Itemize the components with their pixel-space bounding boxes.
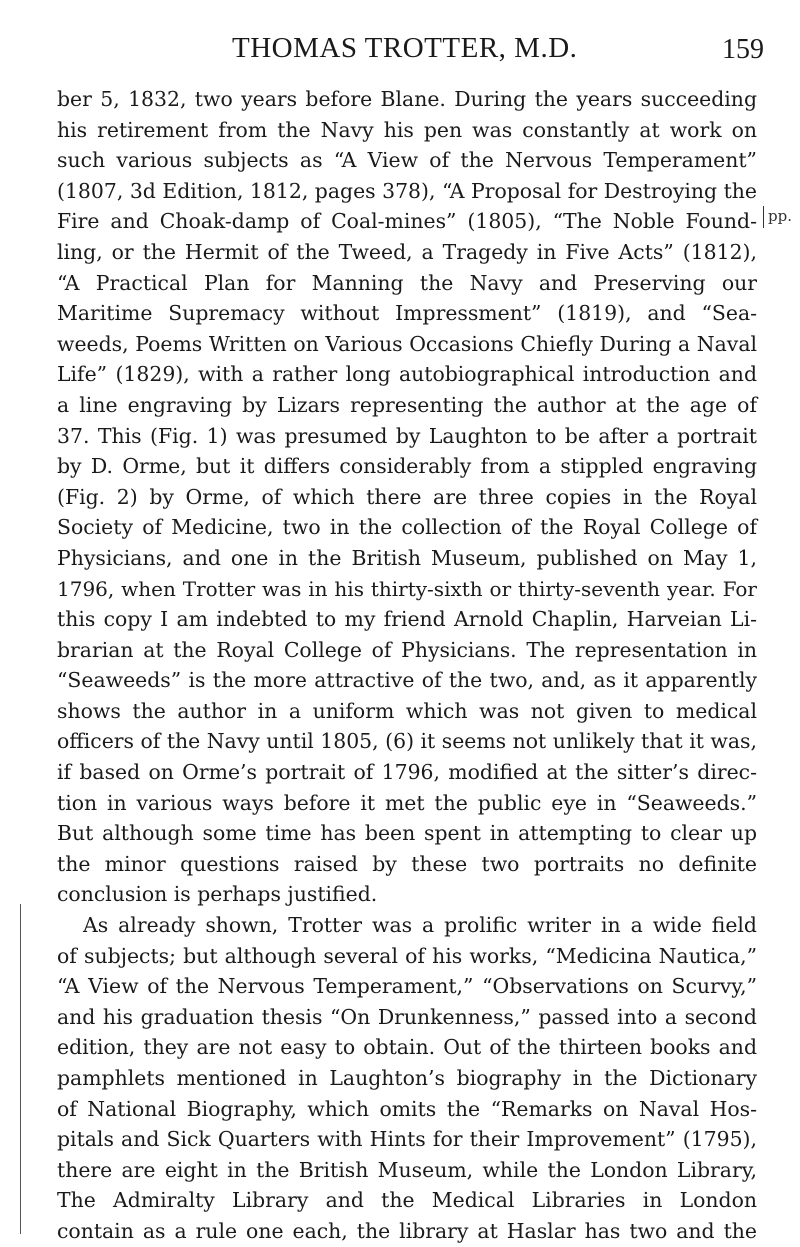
running-head <box>0 32 800 72</box>
text-line-24: tion in various ways before it met the public eye in “Seaweeds.” <box>57 790 757 815</box>
text-line-36: there are eight in the British Museum, while the London Library, <box>57 1157 757 1182</box>
text-line-22: officers of the Navy until 1805, (6) it seems not unlikely that it was, <box>57 729 757 754</box>
margin-bracket <box>760 206 764 228</box>
text-line-2: his retirement from the Navy his pen was constantly at work on <box>57 117 757 142</box>
text-line-26: the minor questions raised by these two portraits no definite <box>57 851 757 876</box>
text-line-10: Life” (1829), with a rather long autobiographical introduction and <box>57 362 757 387</box>
text-line-32: edition, they are not easy to obtain. Out of the thirteen books and <box>57 1035 757 1060</box>
text-line-14: (Fig. 2) by Orme, of which there are three copies in the Royal <box>57 484 757 509</box>
text-line-28: As already shown, Trotter was a prolific writer in a wide field <box>83 913 757 938</box>
text-line-18: this copy I am indebted to my friend Arnold Chaplin, Harveian Li- <box>57 607 757 632</box>
text-line-31: and his graduation thesis “On Drunkenness,” passed into a second <box>57 1004 757 1029</box>
text-line-23: if based on Orme’s portrait of 1796, modified at the sitter’s direc- <box>57 760 757 785</box>
text-line-35: pitals and Sick Quarters with Hints for their Improvement” (1795), <box>57 1127 757 1152</box>
text-line-9: weeds, Poems Written on Various Occasions Chiefly During a Naval <box>57 331 757 356</box>
margin-note: pp. <box>768 207 792 225</box>
text-line-33: pamphlets mentioned in Laughton’s biography in the Dictionary <box>57 1066 757 1090</box>
text-line-20: “Seaweeds” is the more attractive of the two, and, as it apparently <box>57 668 757 693</box>
text-line-27: conclusion is perhaps justified. <box>57 882 378 907</box>
text-line-16: Physicians, and one in the British Museum, published on May 1, <box>57 545 757 570</box>
margin-rule <box>20 904 21 1234</box>
text-line-37: The Admiralty Library and the Medical Libraries in London <box>57 1188 757 1213</box>
page-number: 159 <box>722 34 764 65</box>
text-line-17: 1796, when Trotter was in his thirty-sixth or thirty-seventh year. For <box>57 576 757 601</box>
text-line-29: of subjects; but although several of his works, “Medicina Nautica,” <box>57 943 757 968</box>
text-line-15: Society of Medicine, two in the collection of the Royal College of <box>57 515 757 540</box>
text-line-7: “A Practical Plan for Manning the Navy and Preserving our <box>57 270 757 295</box>
text-line-34: of National Biography, which omits the “Remarks on Naval Hos- <box>57 1096 757 1121</box>
text-line-30: “A View of the Nervous Temperament,” “Observations on Scurvy,” <box>57 974 757 999</box>
text-line-11: a line engraving by Lizars representing the author at the age of <box>57 392 757 417</box>
text-line-13: by D. Orme, but it differs considerably from a stippled engraving <box>57 454 757 479</box>
text-line-8: Maritime Supremacy without Impressment” (1819), and “Sea- <box>57 301 757 326</box>
running-title: THOMAS TROTTER, M.D. <box>232 32 578 64</box>
text-line-3: such various subjects as “A View of the Nervous Temperament” <box>57 148 757 173</box>
text-line-38: contain as a rule one each, the library at Haslar has two and the <box>57 1218 757 1243</box>
text-line-19: brarian at the Royal College of Physicians. The representation in <box>57 637 757 662</box>
text-line-5: Fire and Choak-damp of Coal-mines” (1805), “The Noble Found- <box>57 209 757 234</box>
text-line-1: ber 5, 1832, two years before Blane. During the years succeeding <box>57 87 757 111</box>
text-line-25: But although some time has been spent in attempting to clear up <box>57 821 757 846</box>
text-line-4: (1807, 3d Edition, 1812, pages 378), “A Proposal for Destroying the <box>57 178 757 203</box>
text-line-21: shows the author in a uniform which was not given to medical <box>57 698 757 723</box>
body-text <box>57 84 757 1247</box>
text-line-12: 37. This (Fig. 1) was presumed by Laughton to be after a portrait <box>57 423 757 448</box>
text-line-6: ling, or the Hermit of the Tweed, a Tragedy in Five Acts” (1812), <box>57 239 757 264</box>
